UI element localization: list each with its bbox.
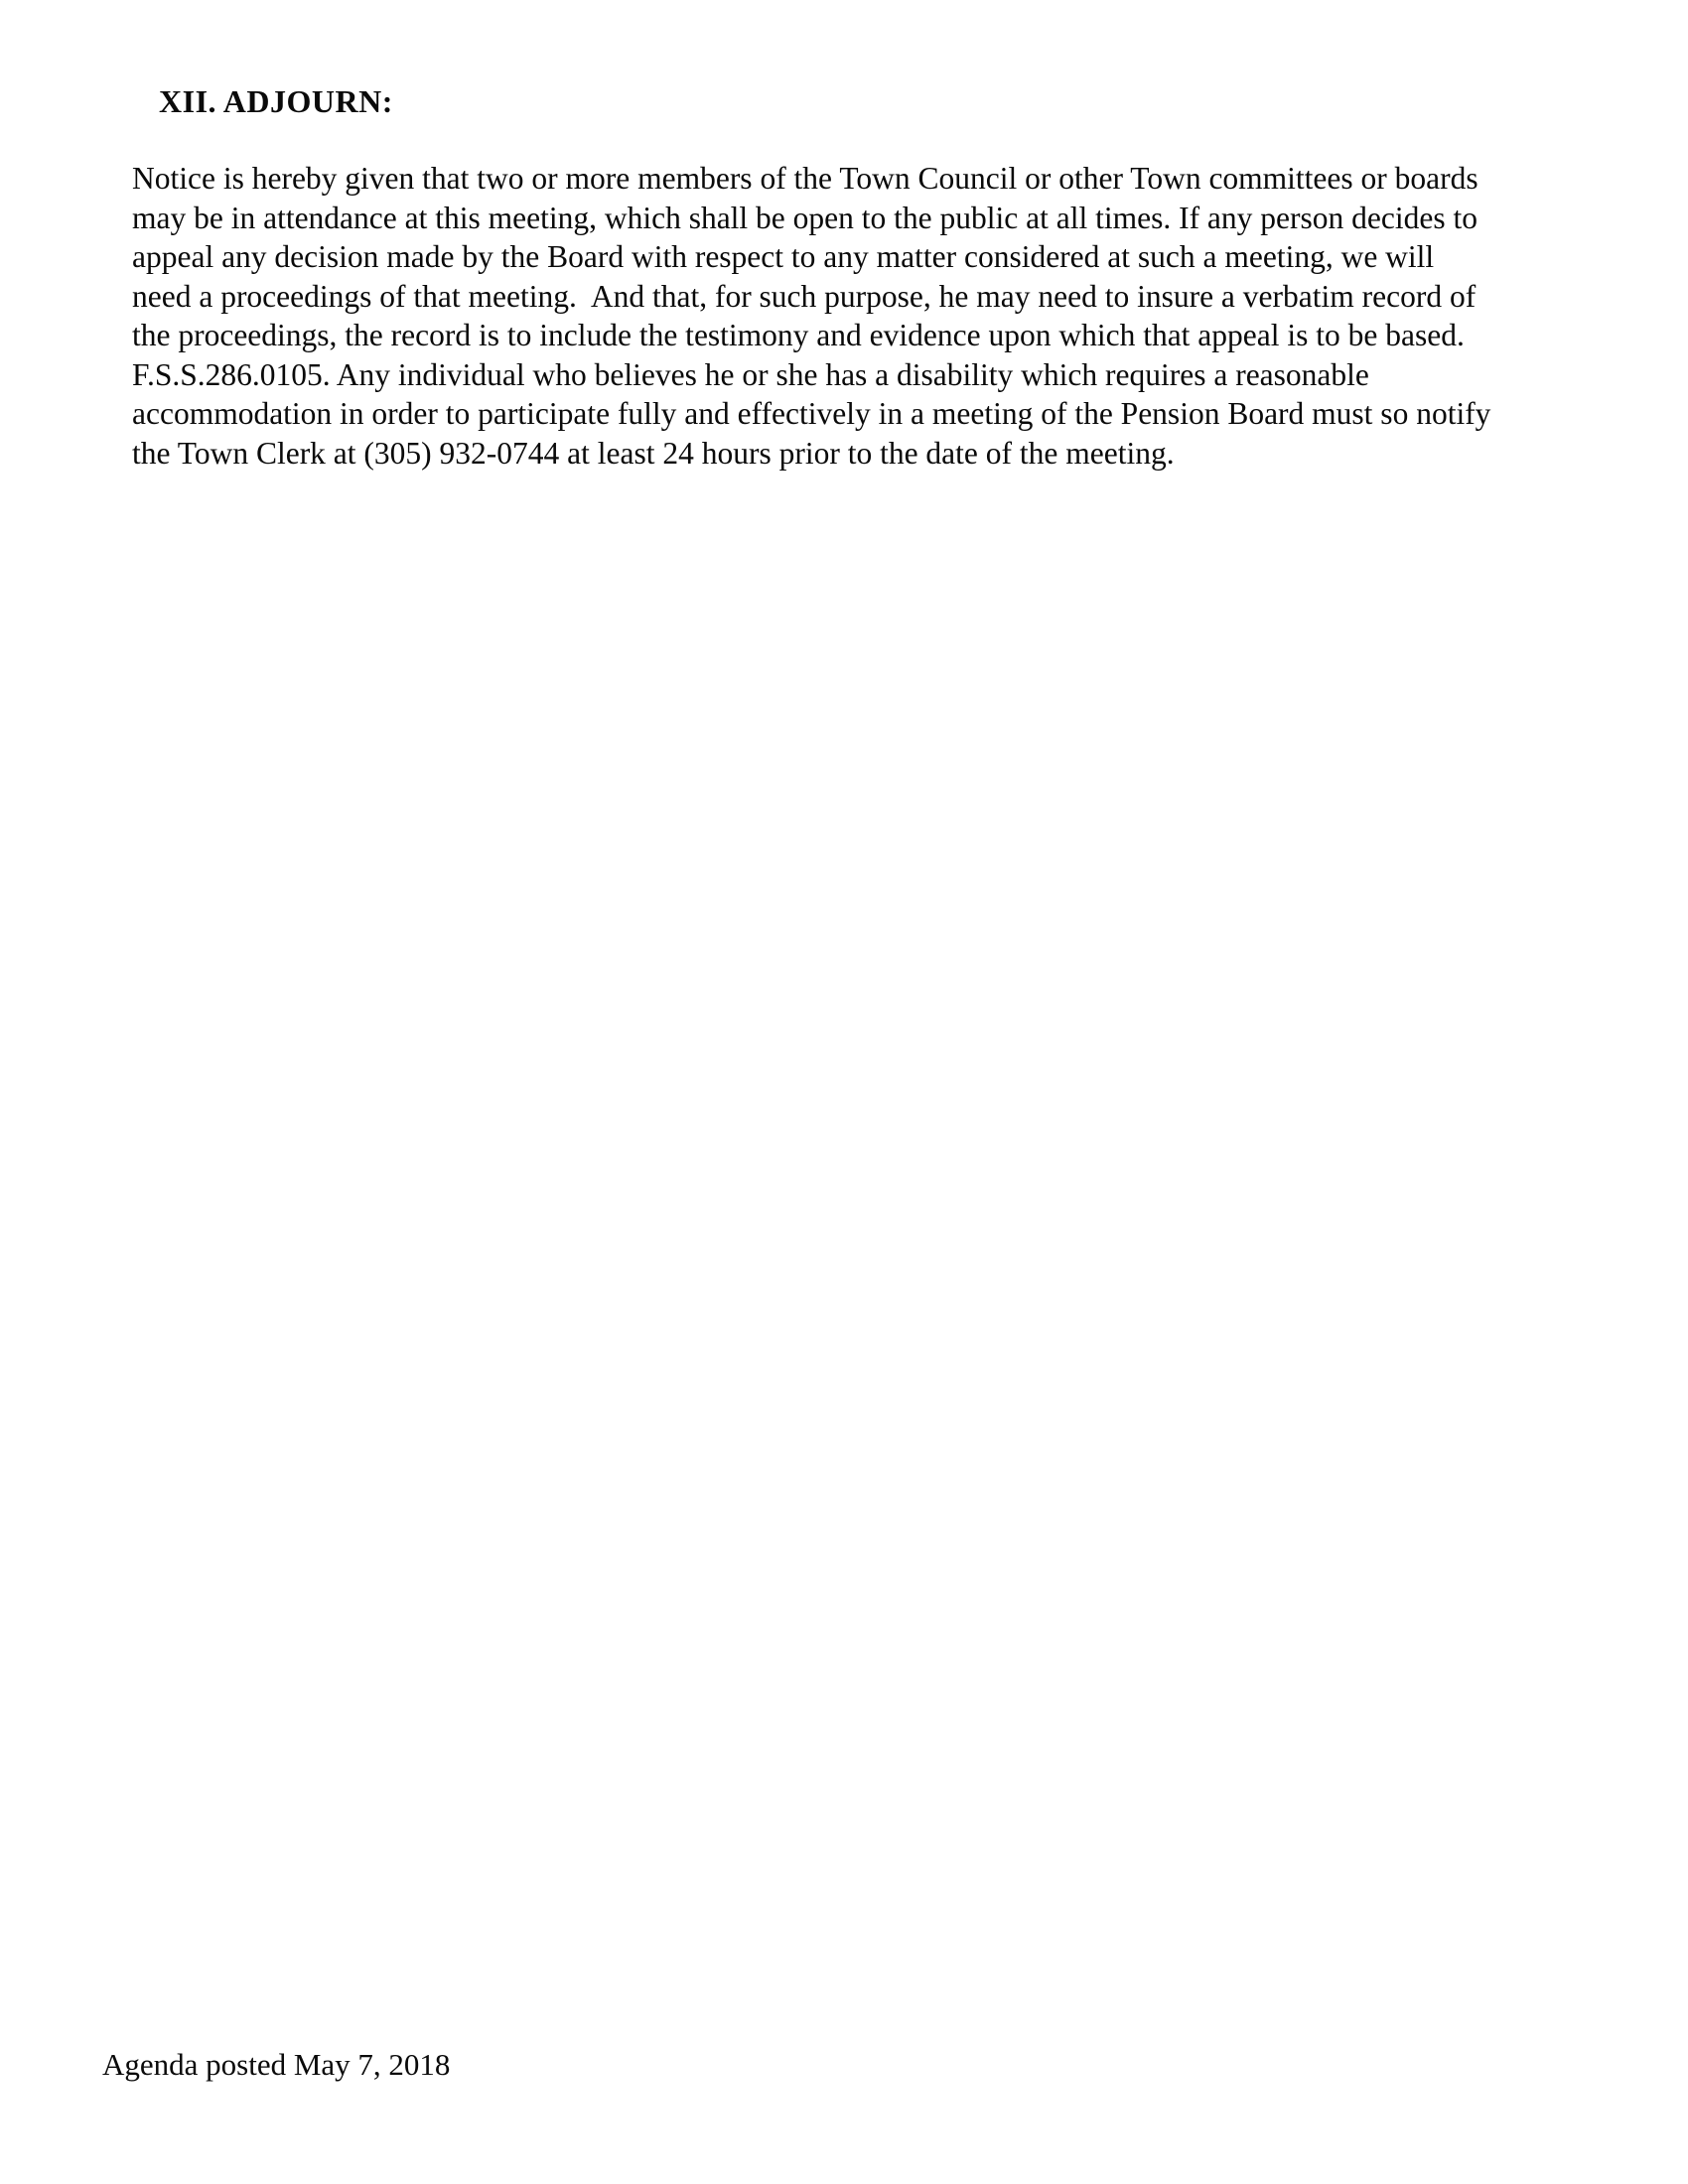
section-heading-adjourn: XII. ADJOURN: [159,83,393,119]
notice-line: accommodation in order to participate fully and effectively in a meeting of the Pension Board must so notify [132,396,1491,431]
notice-line: F.S.S.286.0105. Any individual who believes he or she has a disability which requires a reasonable [132,356,1369,392]
notice-line: need a proceedings of that meeting. And that, for such purpose, he may need to insure a verbatim record of [132,278,1477,314]
notice-line: may be in attendance at this meeting, which shall be open to the public at all times. If any person decides to [132,200,1477,235]
agenda-posted-date: Agenda posted May 7, 2018 [102,2047,451,2082]
notice-line: appeal any decision made by the Board with respect to any matter considered at such a meeting, we will [132,239,1435,274]
notice-line: the proceedings, the record is to include the testimony and evidence upon which that appeal is to be based. [132,318,1465,352]
notice-line: Notice is hereby given that two or more members of the Town Council or other Town committees or boards [132,161,1478,196]
public-notice-paragraph [132,159,1621,473]
notice-line: the Town Clerk at (305) 932-0744 at least 24 hours prior to the date of the meeting. [132,435,1175,471]
